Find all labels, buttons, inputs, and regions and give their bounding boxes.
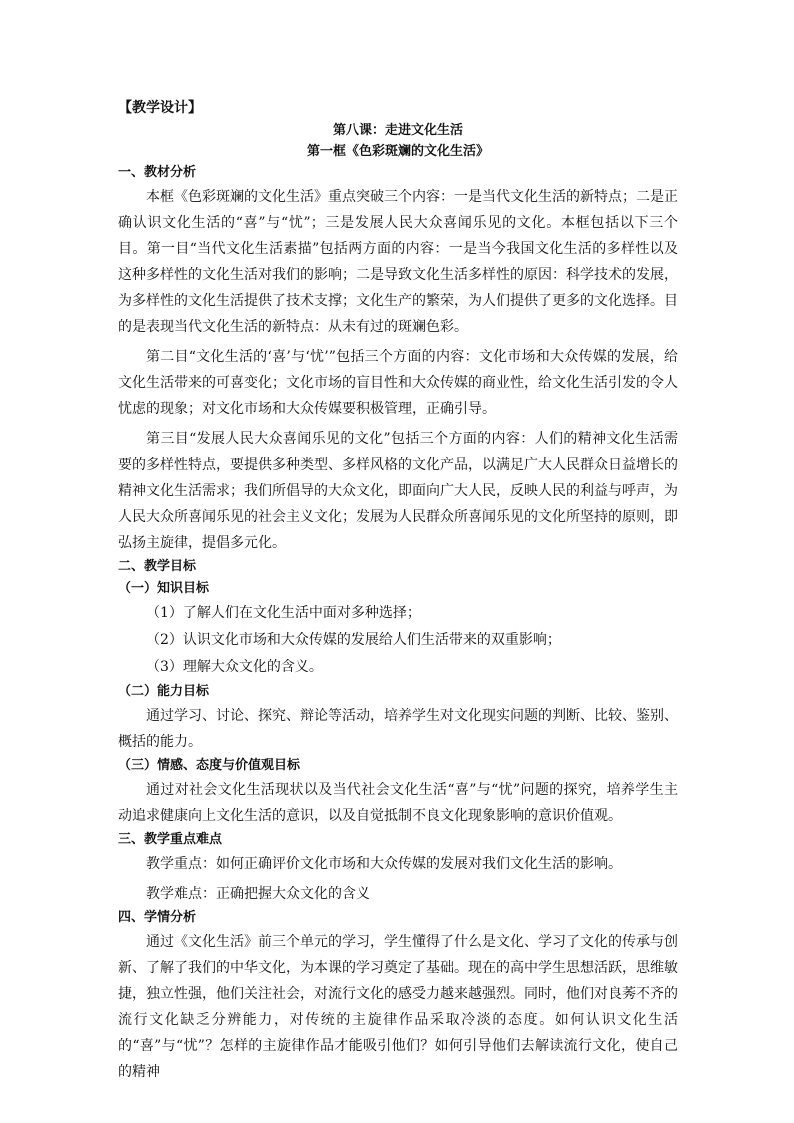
key-point: 教学重点：如何正确评价文化市场和大众传媒的发展对我们文化生活的影响。: [146, 856, 622, 872]
paragraph: 第二目“文化生活的‘喜’与‘忧’”包括三个方面的内容：文化市场和大众传媒的发展，给文化生活带来的可喜变化；文化市场的盲目性和大众传媒的商业性，给文化生活引发的令人忧虑的现象；对文化市场和大众传媒要积极管理，正确引导。: [118, 349, 678, 417]
section-heading-teaching-goals: 二、教学目标: [118, 559, 197, 574]
paragraph: 本框《色彩斑斓的文化生活》重点突破三个内容：一是当代文化生活的新特点；二是正确认识文化生活的“喜”与“忧”；三是发展人民大众喜闻乐见的文化。本框包括以下三个目。第一目“当代文化生活素描”包括两方面的内容：一是当今我国文化生活的多样性以及这种多样性的文化生活对我们的影响；二是导致文化生活多样性的原因：科学技术的发展，为多样性的文化生活提供了技术支撑；文化生产的繁荣，为人们提供了更多的文化选择。目的是表现当代文化生活的新特点：从未有过的斑斓色彩。: [118, 189, 678, 335]
subheading-ability-goals: （二）能力目标: [118, 684, 210, 699]
paragraph: 通过《文化生活》前三个单元的学习，学生懂得了什么是文化、学习了文化的传承与创新、了解了我们的中华文化，为本课的学习奠定了基础。现在的高中学生思想活跃，思维敏捷，独立性强，他们关注社会，对流行文化的感受力越来越强烈。同时，他们对良莠不齐的流行文化缺乏分辨能力，对传统的主旋律作品采取冷淡的态度。如何认识文化生活的“喜”与“忧”？怎样的主旋律作品才能吸引他们？如何引导他们去解读流行文化，使自己的精神: [118, 934, 678, 1080]
lesson-title: 第八课：走进文化生活: [332, 123, 463, 138]
list-item: （2）认识文化市场和大众传媒的发展给人们生活带来的双重影响；: [146, 632, 561, 648]
difficult-point: 教学难点：正确把握大众文化的含义: [146, 886, 370, 902]
list-item: （1）了解人们在文化生活中面对多种选择；: [146, 605, 421, 621]
section-heading-material-analysis: 一、教材分析: [118, 165, 197, 180]
subheading-emotion-goals: （三）情感、态度与价值观目标: [118, 758, 301, 773]
subheading-knowledge-goals: （一）知识目标: [118, 581, 210, 596]
document-page: [118, 98, 678, 1085]
list-item: （3）理解大众文化的含义。: [146, 659, 323, 675]
frame-title: 第一框《色彩斑斓的文化生活》: [306, 144, 489, 159]
paragraph: 通过学习、讨论、探究、辩论等活动，培养学生对文化现实问题的判断、比较、鉴别、概括的能力。: [118, 708, 678, 750]
section-heading-key-points: 三、教学重点难点: [118, 832, 223, 847]
paragraph: 通过对社会文化生活现状以及当代社会文化生活“喜”与“忧”问题的探究，培养学生主动追求健康向上文化生活的意识，以及自觉抵制不良文化现象影响的意识价值观。: [118, 782, 678, 824]
paragraph: 第三目“发展人民大众喜闻乐见的文化”包括三个方面的内容：人们的精神文化生活需要的多样性特点，要提供多种类型、多样风格的文化产品，以满足广大人民群众日益增长的精神文化生活需求；我们所倡导的大众文化，即面向广大人民，反映人民的利益与呼声，为人民大众所喜闻乐见的社会主义文化；发展为人民群众所喜闻乐见的文化所坚持的原则，即弘扬主旋律，提倡多元化。: [118, 431, 678, 551]
section-heading-student-analysis: 四、学情分析: [118, 910, 197, 925]
design-title: 【教学设计】: [118, 100, 202, 116]
